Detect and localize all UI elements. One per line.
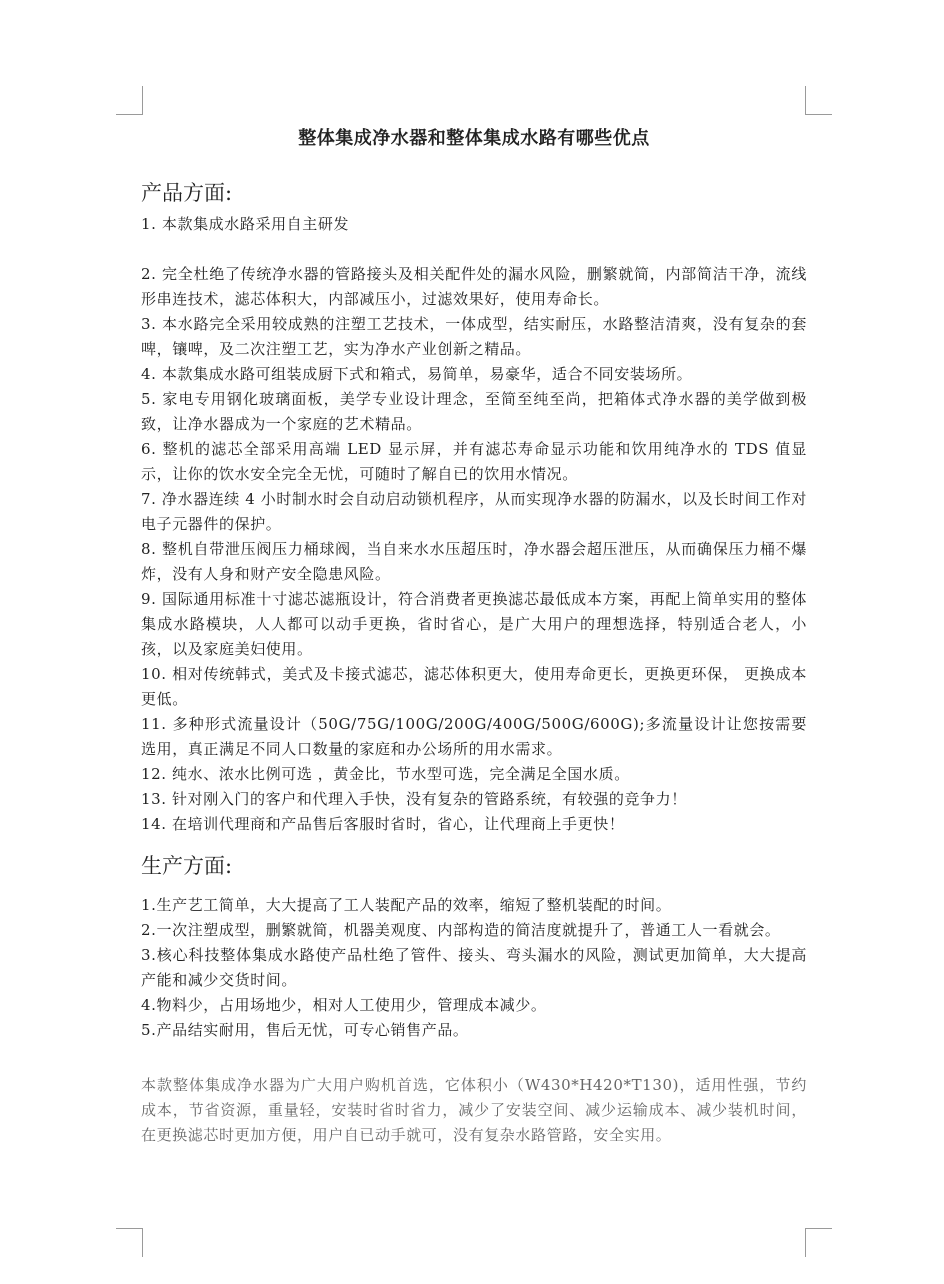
production-item-4: 4.物料少，占用场地少，相对人工使用少，管理成本减少。 (141, 996, 547, 1014)
product-item-2: 2. 完全杜绝了传统净水器的管路接头及相关配件处的漏水风险，删繁就简，内部简洁干净，流线形串连技术，滤芯体积大，内部减压小，过滤效果好，使用寿命长。 (141, 265, 807, 308)
product-item-9: 9. 国际通用标准十寸滤芯滤瓶设计，符合消费者更换滤芯最低成本方案，再配上简单实用的整体集成水路模块，人人都可以动手更换，省时省心，是广大用户的理想选择，特别适合老人，小孩，以及家庭美妇使用。 (141, 590, 807, 658)
page-corner-mark-bottom-left (116, 1228, 143, 1257)
product-item-12: 12. 纯水、浓水比例可选 ，黄金比，节水型可选，完全满足全国水质。 (141, 765, 630, 783)
production-item-3: 3.核心科技整体集成水路使产品杜绝了管件、接头、弯头漏水的风险，测试更加简单，大大提高产能和减少交货时间。 (141, 946, 807, 989)
production-item-5: 5.产品结实耐用，售后无忧，可专心销售产品。 (141, 1021, 469, 1039)
product-item-4: 4. 本款集成水路可组装成厨下式和箱式，易简单，易豪华，适合不同安装场所。 (141, 365, 693, 383)
production-item-1: 1.生产艺工简单，大大提高了工人装配产品的效率，缩短了整机装配的时间。 (141, 896, 672, 914)
page-corner-mark-top-right (805, 86, 832, 115)
product-item-7: 7. 净水器连续 4 小时制水时会自动启动锁机程序，从而实现净水器的防漏水，以及长时间工作对电子元器件的保护。 (141, 490, 807, 533)
product-section-heading: 产品方面: (141, 181, 233, 205)
blank-line (141, 237, 807, 262)
production-section-heading: 生产方面: (141, 854, 233, 878)
product-item-8: 8. 整机自带泄压阀压力桶球阀，当自来水水压超压时，净水器会超压泄压，从而确保压力桶不爆炸，没有人身和财产安全隐患风险。 (141, 540, 807, 583)
production-item-2: 2.一次注塑成型，删繁就简，机器美观度、内部构造的简洁度就提升了，普通工人一看就会。 (141, 921, 781, 939)
page-corner-mark-top-left (116, 86, 143, 115)
product-item-5: 5. 家电专用钢化玻璃面板，美学专业设计理念，至简至纯至尚，把箱体式净水器的美学做到极致，让净水器成为一个家庭的艺术精品。 (141, 390, 807, 433)
product-item-3: 3. 本水路完全采用较成熟的注塑工艺技术，一体成型，结实耐压，水路整洁清爽，没有复杂的套啤，镶啤，及二次注塑工艺，实为净水产业创新之精品。 (141, 315, 807, 358)
product-section (141, 176, 807, 837)
product-item-14: 14. 在培训代理商和产品售后客服时省时，省心，让代理商上手更快！ (141, 815, 625, 833)
document-body (141, 124, 807, 1163)
document-title: 整体集成净水器和整体集成水路有哪些优点 (298, 128, 650, 149)
product-item-1: 1. 本款集成水路采用自主研发 (141, 215, 350, 233)
page-corner-mark-bottom-right (805, 1228, 832, 1257)
spacer (141, 885, 807, 893)
product-item-6: 6. 整机的滤芯全部采用高端 LED 显示屏，并有滤芯寿命显示功能和饮用纯净水的 TDS 值显示，让你的饮水安全完全无忧，可随时了解自已的饮用水情况。 (141, 440, 807, 483)
product-item-13: 13. 针对刚入门的客户和代理入手快，没有复杂的管路系统，有较强的竞争力！ (141, 790, 687, 808)
production-section (141, 849, 807, 1043)
summary-paragraph: 本款整体集成净水器为广大用户购机首选，它体积小（W430*H420*T130)，适用性强，节约成本，节省资源，重量轻，安装时省时省力，减少了安装空间、减少运输成本、减少装机时间，在更换滤芯时更加方便，用户自已动手就可，没有复杂水路管路，安全实用。 (141, 1076, 807, 1144)
product-item-11: 11. 多种形式流量设计（50G/75G/100G/200G/400G/500G/600G);多流量设计让您按需要选用，真正满足不同人口数量的家庭和办公场所的用水需求。 (141, 715, 807, 758)
product-item-10: 10. 相对传统韩式，美式及卡接式滤芯，滤芯体积更大，使用寿命更长，更换更环保， 更换成本更低。 (141, 665, 807, 708)
